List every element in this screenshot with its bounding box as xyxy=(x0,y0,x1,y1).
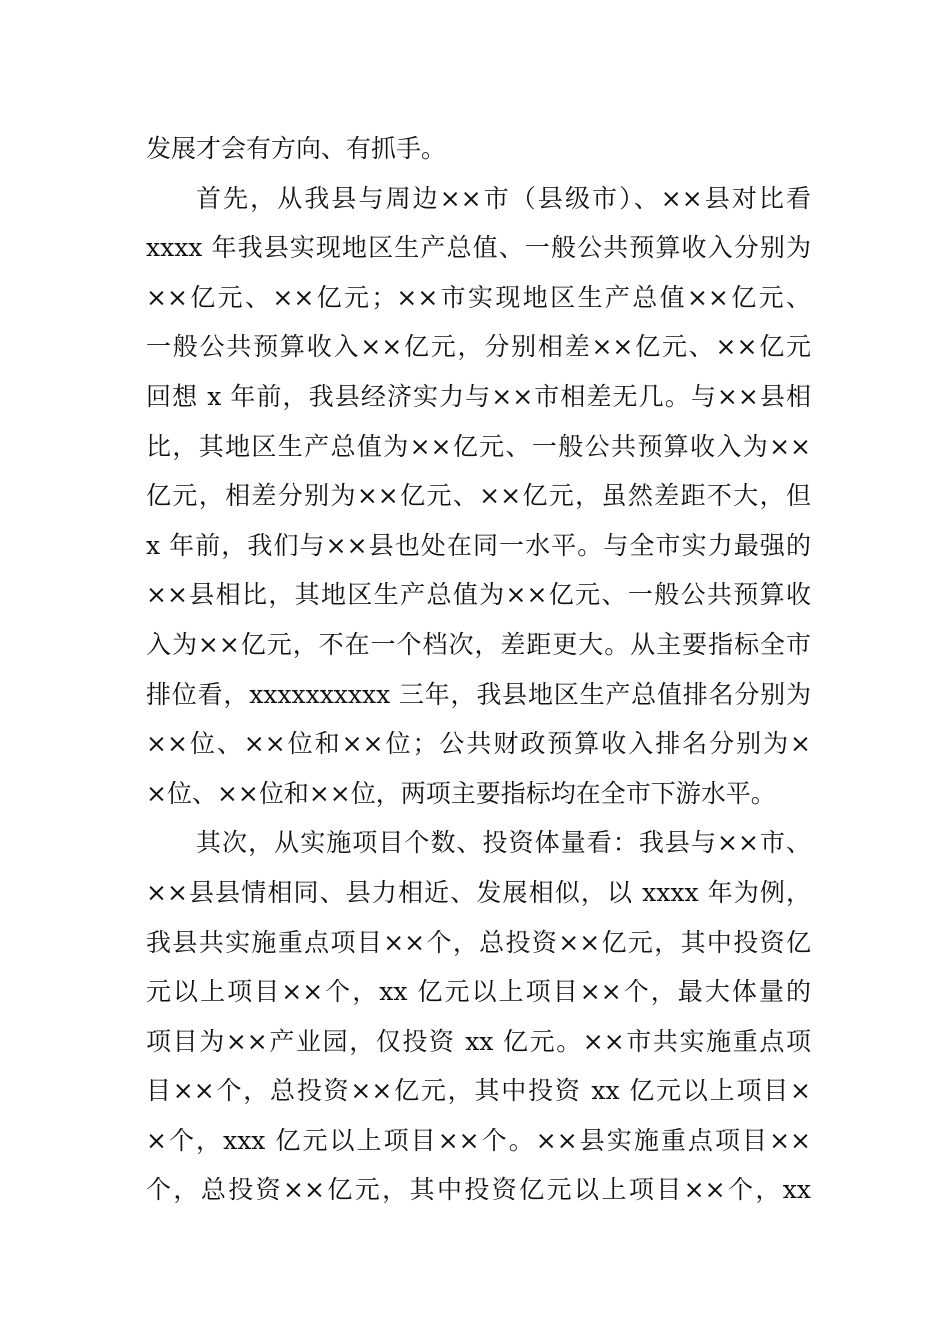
body-text xyxy=(146,124,811,1215)
text-line: ×位、××位和××位，两项主要指标均在全市下游水平。 xyxy=(146,778,776,808)
text-line: 亿元，相差分别为××亿元、××亿元，虽然差距不大，但 xyxy=(146,481,811,511)
text-line: 回想 x 年前，我县经济实力与××市相差无几。与××县相 xyxy=(146,381,811,411)
text-line: 元以上项目××个，xx 亿元以上项目××个，最大体量的 xyxy=(146,977,811,1007)
text-line: 目××个，总投资××亿元，其中投资 xx 亿元以上项目× xyxy=(146,1076,811,1106)
text-line: 入为××亿元，不在一个档次，差距更大。从主要指标全市 xyxy=(146,629,811,659)
text-line: 项目为××产业园，仅投资 xx 亿元。××市共实施重点项 xyxy=(146,1026,811,1056)
text-line: 发展才会有方向、有抓手。 xyxy=(146,134,447,163)
text-line: 个，总投资××亿元，其中投资亿元以上项目××个，xx xyxy=(146,1175,811,1205)
text-line: 排位看，xxxxxxxxxx 三年，我县地区生产总值排名分别为 xyxy=(146,679,811,709)
text-line: 一般公共预算收入××亿元，分别相差××亿元、××亿元 xyxy=(146,332,811,362)
text-line: 比，其地区生产总值为××亿元、一般公共预算收入为×× xyxy=(146,431,811,461)
text-line: ××县县情相同、县力相近、发展相似，以 xxxx 年为例， xyxy=(146,877,811,907)
paragraph-first-line: 其次，从实施项目个数、投资体量看：我县与××市、 xyxy=(196,828,811,858)
text-line: ××县相比，其地区生产总值为××亿元、一般公共预算收 xyxy=(146,580,811,610)
text-line: x 年前，我们与××县也处在同一水平。与全市实力最强的 xyxy=(146,530,811,560)
text-line: ××亿元、××亿元；××市实现地区生产总值××亿元、 xyxy=(146,282,811,312)
text-line: ××位、××位和××位；公共财政预算收入排名分别为× xyxy=(146,729,811,759)
text-line: 我县共实施重点项目××个，总投资××亿元，其中投资亿 xyxy=(146,927,811,957)
text-line: xxxx 年我县实现地区生产总值、一般公共预算收入分别为 xyxy=(146,233,811,263)
paragraph-first-line: 首先，从我县与周边××市（县级市）、××县对比看 xyxy=(196,183,811,213)
text-line: ×个，xxx 亿元以上项目××个。××县实施重点项目×× xyxy=(146,1125,811,1155)
